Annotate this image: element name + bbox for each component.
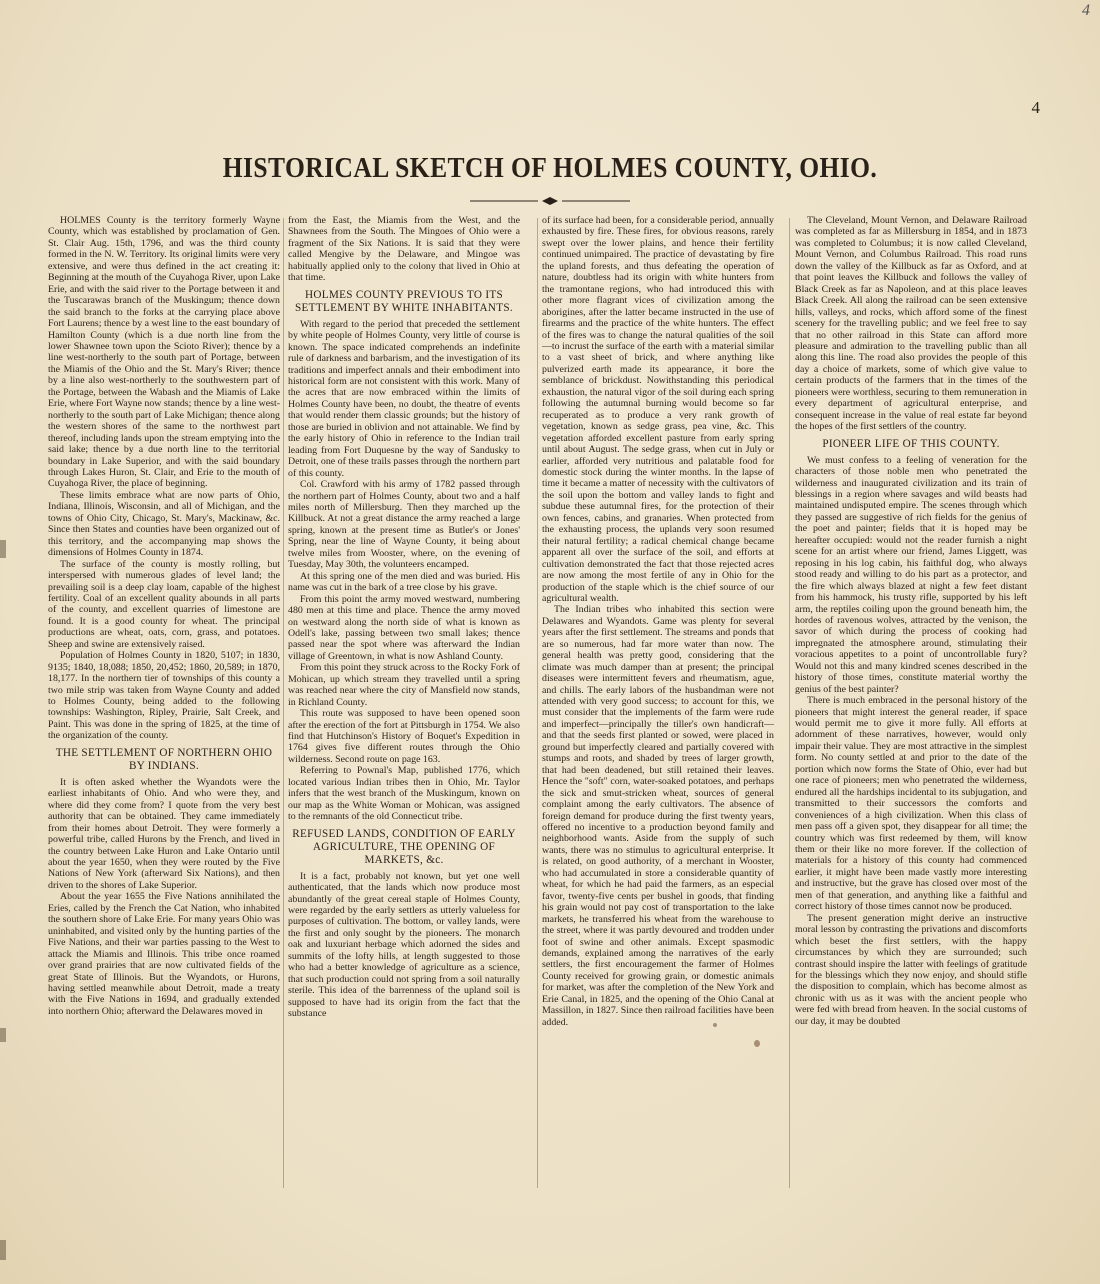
paragraph: From this point the army moved westward, numbering 480 men at this time and place. Thence the army moved on westward along the north side of what is known as Odell's lake, passing between two small lakes; thence passed near the spot where was afterward the Indian village of Greentown, in what is now Ashland County. bbox=[288, 593, 520, 662]
paragraph: It is often asked whether the Wyandots were the earliest inhabitants of Ohio. And who were they, and where did they come from? I quote from the very best authority that can be obtained. They came immediately from their homes about Detroit. They were formerly a powerful tribe, called Hurons by the French, and lived in the country between Lake Huron and Lake Ontario until about the year 1650, when they were routed by the Five Nations of New York (afterward Six Nations), and then driven to the shores of Lake Superior. bbox=[48, 776, 280, 891]
column-divider bbox=[537, 218, 538, 1188]
paragraph: These limits embrace what are now parts of Ohio, Indiana, Illinois, Wisconsin, and all of Michigan, and the towns of Ohio City, Chicago, St. Mary's, Mackinaw, &c. Since then States and counties have been organized out of this territory, and the accompanying map shows the dimensions of Holmes County in 1874. bbox=[48, 489, 280, 559]
paragraph: The surface of the county is mostly rolling, but interspersed with numerous glades of level land; the prevailing soil is a deep clay loam, capable of the highest fertility. Coal of an excellent quality abounds in all parts of the county, and excellent quarries of limestone are found. It is a good county for wheat. The principal productions are wheat, oats, corn, grass, and potatoes. Sheep and swine are extensively raised. bbox=[48, 558, 280, 650]
binding-edge-mark bbox=[0, 1028, 6, 1042]
paragraph: From this point they struck across to the Rocky Fork of Mohican, up which stream they travelled until a spring was reached near where the city of Mansfield now stands, in Richland County. bbox=[288, 662, 520, 708]
paragraph: At this spring one of the men died and was buried. His name was cut in the bark of a tree close by his grave. bbox=[288, 570, 520, 594]
corner-page-mark: 4 bbox=[1082, 2, 1090, 19]
paragraph: Referring to Pownal's Map, published 1776, which located various Indian tribes then in Ohio, Mr. Taylor infers that the west branch of the Muskingum, known on our map as the White Woman or Mohican, was assigned to the remnants of the old Connecticut tribe. bbox=[288, 765, 520, 823]
paragraph: from the East, the Miamis from the West, and the Shawnees from the South. The Mingoes of Ohio were a fragment of the Six Nations. It is said that they were called Mengive by the Delaware, and Mingoe was habitually applied only to the colony that lived in Ohio at that time. bbox=[288, 215, 520, 284]
section-heading: PIONEER LIFE OF THIS COUNTY. bbox=[822, 437, 1000, 450]
text-column-3 bbox=[542, 215, 774, 1215]
paragraph: This route was supposed to have been opened soon after the erection of the fort at Pittsburgh in 1754. We also find that Hutchinson's History of Boquet's Expedition in 1764 gives five different routes through the Ohio wilderness. Second route on page 163. bbox=[288, 708, 520, 765]
paragraph: There is much embraced in the personal history of the pioneers that might interest the general reader, if space would permit me to give it more fully. All efforts at adornment of these narratives, however, would only impair their value. They are most attractive in the simplest form. No county settled at and prior to the date of the portion which now forms the State of Ohio, ever had but one race of pioneers; men who penetrated the wilderness, endured all the hardships incidental to its subjugation, and transmitted to their successors the comforts and conveniences of a high civilization. When this class of men pass off a given spot, they disappear for all time; the country which was first redeemed by them, will know them or their like no more forever. If the collection of materials for a history of this county had commenced earlier, it might have been made vastly more interesting and instructive, but the grave has closed over most of the men of that generation, and anything like a faithful and correct history of those times cannot now be produced. bbox=[795, 695, 1027, 913]
column-divider bbox=[283, 218, 284, 1188]
paragraph: The Indian tribes who inhabited this section were Delawares and Wyandots. Game was plenty for several years after the first settlement. The streams and ponds that are so numerous, had far more water than now. The general health was pretty good, considering that the climate was much damper than at present; the principal diseases were intermittent fevers and rheumatism, ague, and chills. The early labors of the husbandman were not attended with very good success; to account for this, we must consider that the implements of the farm were rude and imperfect—principally the tiller's own handicraft—and that the seeds first planted or sowed, were placed in ground but imperfectly cleared and partially covered with stumps and roots, and shaded by trees of larger growth, that had been deadened, but still retained their leaves. Hence the "soft" corn, water-soaked potatoes, and perhaps the sick and smut-stricken wheat, sources of general complaint among the early cultivators. The absence of foreign demand for produce during the first twenty years, offered no incentive to a production beyond family and neighborhood wants. Aside from the supply of such wants, there was no stimulus to agricultural enterprise. It is related, on good authority, of a merchant in Wooster, who had accumulated in store a considerable quantity of wheat, for which he had paid the farmers, as an especial favor, twenty-five cents per bushel in goods, that finding his grain would not pay cost of transportation to the lake markets, he transferred his wheat from the warehouse to the street, where it was partly devoured and trodden under foot of swine and other animals. Except spasmodic demands, explained among the narratives of the early settlers, the first encouragement the farmer of Holmes County received for growing grain, or domestic animals for market, was after the completion of the New York and Erie Canal, in 1825, and the opening of the Ohio Canal at Massillon, in 1827. Since then railroad facilities have been added. bbox=[542, 604, 774, 1028]
section-heading: REFUSED LANDS, CONDITION OF EARLY AGRICULTURE, THE OPENING OF MARKETS, &c. bbox=[292, 827, 516, 866]
title-ornament bbox=[470, 197, 630, 205]
text-column-1 bbox=[48, 215, 280, 1215]
column-divider bbox=[789, 218, 790, 1188]
paragraph: Population of Holmes County in 1820, 5107; in 1830, 9135; 1840, 18,088; 1850, 20,452; 1860, 20,589; in 1870, 18,177. In the northern tier of townships of this county a two mile strip was taken from Wayne County and added to Holmes County, being added to the following townships: Washington, Ripley, Prairie, Salt Creek, and Paint. This was done in the spring of 1825, at the time of the organization of the county. bbox=[48, 650, 280, 742]
paragraph: About the year 1655 the Five Nations annihilated the Eries, called by the French the Cat Nation, who inhabited the southern shore of Lake Erie. For many years Ohio was uninhabited, and visited only by the hunting parties of the Five Nations, and their war parties passing to the West to attack the Miamis and Illinois. This tribe once roamed over grand prairies that are now cultivated fields of the great State of Illinois. But the Wyandots, or Hurons, having settled meanwhile about Detroit, made a treaty with the Five Nations in 1694, and gradually extended into northern Ohio; afterward the Delawares moved in bbox=[48, 891, 280, 1017]
text-column-2 bbox=[288, 215, 520, 1215]
text-column-4 bbox=[795, 215, 1027, 1215]
page-title: HISTORICAL SKETCH OF HOLMES COUNTY, OHIO. bbox=[222, 152, 878, 184]
paragraph: It is a fact, probably not known, but yet one well authenticated, that the lands which now produce most abundantly of the great cereal staple of Holmes County, were regarded by the early settlers as utterly valueless for purposes of cultivation. The bottom, or valley lands, were the first and only sought by the pioneers. The monarch oak and luxuriant herbage which adorned the sides and summits of the lofty hills, at length suggested to those who had a better knowledge of agriculture as a science, that such production could not spring from a soil naturally sterile. This idea of the barrenness of the upland soil is supposed to have had its origin from the fact that the substance bbox=[288, 870, 520, 1020]
paragraph: HOLMES County is the territory formerly Wayne County, which was established by proclamation of Gen. St. Clair Aug. 15th, 1796, and was the third county formed in the N. W. Territory. Its original limits were very extensive, and were thus defined in the act creating it: Beginning at the mouth of the Cuyahoga River, upon Lake Erie, and with the said river to the Portage between it and the Tuscarawas branch of the Muskingum; thence down the said branch to the forks at the carrying place above Fort Laurens; thence by a west line to the east boundary of Hamilton County (which is a due north line from the lower Shawnee town upon the Scioto River); thence by a line west-northerly to the south part of Portage, between the Miamis of the Ohio and the St. Mary's River; thence by a line also west-northerly to the southwestern part of the Portage, between the Wabash and the Miamis of Lake Erie, where Fort Wayne now stands; thence by a line west-northerly to the south part of Lake Michigan; thence along the western shores of the same to the northwest part thereof, including lands upon the stream emptying into the said lake; thence by a due north line to the territorial boundary in Lake Superior, and with the said boundary through Lakes Huron, St. Clair, and Erie to the mouth of Cuyahoga River, the place of beginning. bbox=[48, 215, 280, 490]
paper-stain bbox=[713, 1023, 717, 1027]
paragraph: We must confess to a feeling of veneration for the characters of those noble men who penetrated the wilderness and inaugurated civilization and its train of blessings in a region where savages and wild beasts had maintained undisputed empire. The scenes through which they passed are suggestive of rich fields for the genius of the poet and painter; fields that it is hoped may be hereafter occupied: would not the reader furnish a night scene for an artist where our friend, James Liggett, was reposing in his log cabin, his faithful dog, who always stood ready and willing to do his part as a protector, and the fire which always blazed at night a few feet distant from his hammock, his trusty rifle, supported by his left arm, the reptiles coiling upon the ground beneath him, the hordes of ravenous wolves, attracted by the venison, the savor of which during the process of cooking had impregnated the atmosphere around, stimulating their voracious appetites to a point of uncontrollable fury? Would not this and many kindred scenes described in the history of those times, constitute material worthy the genius of the best painter? bbox=[795, 454, 1027, 695]
binding-edge-mark bbox=[0, 540, 6, 558]
page-number: 4 bbox=[1031, 98, 1040, 117]
section-heading: HOLMES COUNTY PREVIOUS TO ITS SETTLEMENT BY WHITE INHABITANTS. bbox=[295, 288, 513, 314]
binding-edge-mark bbox=[0, 1240, 6, 1260]
paper-stain bbox=[754, 1040, 760, 1047]
paragraph: Col. Crawford with his army of 1782 passed through the northern part of Holmes County, about two and a half miles north of Millersburg. Then they marched up the Killbuck. At not a great distance the army reached a large spring, known at the present time as Butler's or Jones' Spring, near the line of Wayne County, it being about twelve miles from Wooster, where, on the evening of Tuesday, May 30th, the volunteers encamped. bbox=[288, 479, 520, 571]
paragraph: The present generation might derive an instructive moral lesson by contrasting the privations and discomforts which beset the first settlers, with the happy circumstances by which they are surrounded; such contrast should inspire the latter with feelings of gratitude for the blessings which they now enjoy, and should stifle the disposition to complain, which has become almost as chronic with us as it was with the ancient people who were fed with bread from heaven. In the social customs of our day, it may be doubted bbox=[795, 912, 1027, 1027]
section-heading: THE SETTLEMENT OF NORTHERN OHIO BY INDIANS. bbox=[55, 746, 273, 772]
paragraph: The Cleveland, Mount Vernon, and Delaware Railroad was completed as far as Millersburg in 1854, and in 1873 was completed to Columbus; it is now called Cleveland, Mount Vernon, and Columbus Railroad. This road runs down the valley of the Killbuck as far as Oxford, and at that point leaves the Killbuck and follows the valley of Black Creek as far as Napoleon, and at this place leaves Black Creek. All along the railroad can be seen extensive hills, valleys, and rocks, which afford some of the finest scenery for the travelling public; and we feel free to say that no other railroad in this State can afford more pleasure and admiration to the travelling public than all along this line. The road also provides the people of this day a choice of markets, some of which give value to certain products of the farmers that in the times of the pioneers were worthless, securing to them remuneration in every department of agricultural enterprise, and consequent increase in the value of real estate far beyond the hopes of the first settlers of the country. bbox=[795, 215, 1027, 433]
paragraph: of its surface had been, for a considerable period, annually exhausted by fire. These fires, for obvious reasons, rarely swept over the lower plains, and hence their fertility continued unimpaired. The practice of devastating by fire the upland forests, and thus defeating the operation of nature, doubtless had its origin with white hunters from the tramontane regions, who had introduced this with other more flagrant vices of civilization among the aborigines, after the latter became instructed in the use of firearms and the practice of the white hunters. The effect of the fires was to change the natural qualities of the soil—to incrust the surface of the earth with a material similar to a vast sheet of brick, and where anything like pulverized earth made its appearance, it bore the semblance of brickdust. Nowithstanding this periodical exhaustion, the natural vigor of the soil during each spring following the autumnal burning would become so far recuperated as to produce a very rank growth of vegetation, known as sedge grass, pea vine, &c. This vegetation afforded excellent pasture from early spring until about August. The sedge grass, when cut in July or earlier, afforded very nutritious and palatable food for domestic stock during the winter months. In the lapse of time it became a matter of necessity with the cultivators of the soil upon the bottom and valley lands to fight and subdue these autumnal fires, for the protection of their own fences, cabins, and granaries. When protected from the exhausting process, the uplands very soon resumed their natural fertility; a radical chemical change became apparent all over the surface of the soil, and efforts at cultivation demonstrated the fact that those rejected acres are now among the most fertile of any in Ohio for the production of the staple which is the chief source of our agricultural wealth. bbox=[542, 215, 774, 604]
paragraph: With regard to the period that preceded the settlement by white people of Holmes County, very little of course is known. The space indicated comprehends an indefinite rule of darkness and barbarism, and the investigation of its traditions and imperfect annals and their embodiment into historical form are not consistent with this work. Many of the acres that are now embraced within the limits of Holmes County have been, no doubt, the theatre of events that would render them classic grounds; but the history of those are buried in oblivion and not attainable. We find by the early history of Ohio in reference to the Indian trail leading from Fort Duquesne by the way of Sandusky to Detroit, one of these trails passes through the northern part of this county. bbox=[288, 318, 520, 479]
